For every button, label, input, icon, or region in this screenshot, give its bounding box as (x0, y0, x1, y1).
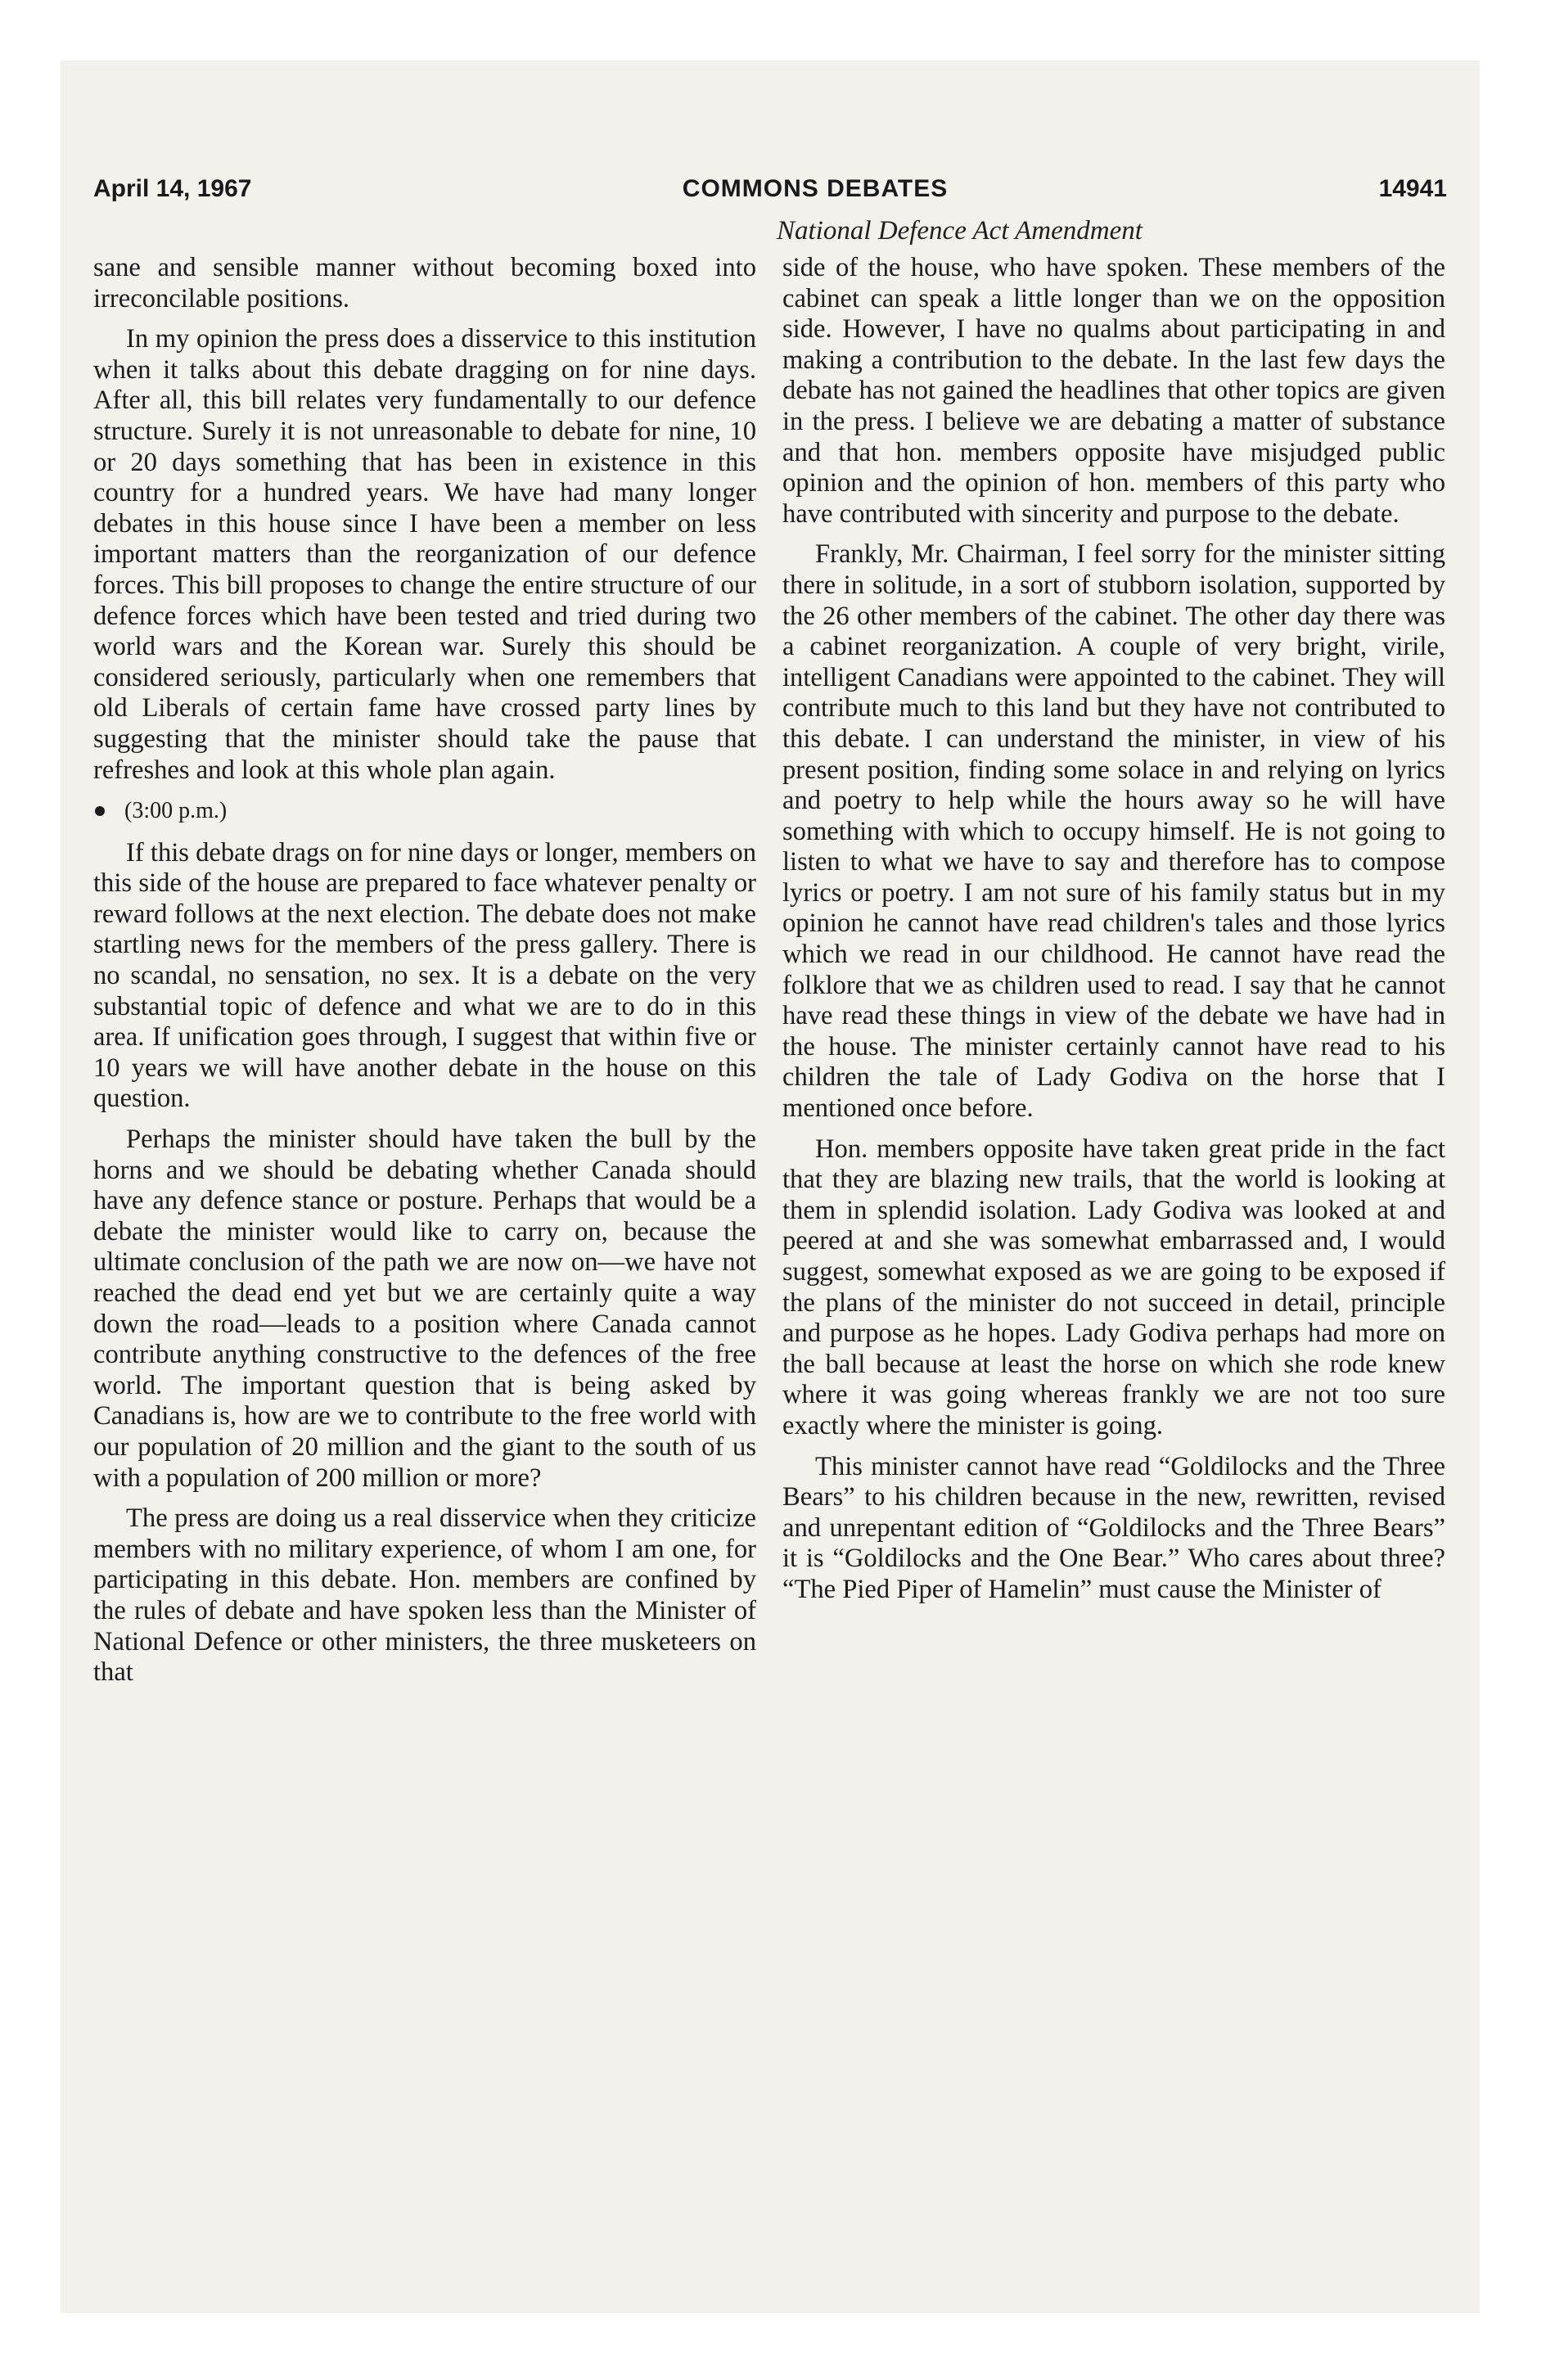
paragraph: Hon. members opposite have taken great pride in the fact that they are blazing new trails, that the world is looking at them in splendid isolation. Lady Godiva was looked at and peered at and she was somewhat embarrassed and, I would suggest, somewhat exposed as we are going to be exposed if the plans of the minister do not succeed in detail, principle and purpose as he hopes. Lady Godiva perhaps had more on the ball because at least the horse on which she rode knew where it was going whereas frankly we are not too sure exactly where the minister is going. (782, 1134, 1445, 1440)
paragraph: Perhaps the minister should have taken the bull by the horns and we should be debating whether Canada should have any defence stance or posture. Perhaps that would be a debate the minister would like to carry on, because the ultimate conclusion of the path we are now on—we have not reached the dead end yet but we are certainly quite a way down the road—leads to a position where Canada cannot contribute anything constructive to the defences of the free world. The important question that is being asked by Canadians is, how are we to contribute to the free world with our population of 20 million and the giant to the south of us with a population of 200 million or more? (93, 1125, 756, 1493)
bullet-icon (95, 806, 105, 816)
time-marker-text: (3:00 p.m.) (124, 798, 228, 824)
page-header (93, 175, 1447, 208)
time-marker (93, 796, 756, 827)
paragraph: This minister cannot have read “Goldilocks and the Three Bears” to his children because in the new, rewritten, revised and unrepentant edition of “Goldilocks and the Three Bears” it is “Goldilocks and the One Bear.” Who cares about three? “The Pied Piper of Hamelin” must cause the Minister of (782, 1451, 1445, 1604)
header-title: COMMONS DEBATES (682, 175, 949, 202)
paragraph: The press are doing us a real disservice when they criticize members with no military experience, of whom I am one, for participating in this debate. Hon. members are confined by the rules of debate and have spoken less than the Minister of National Defence or other ministers, the three musketeers on that (93, 1503, 756, 1688)
left-column (93, 253, 756, 1698)
paragraph: sane and sensible manner without becoming boxed into irreconcilable positions. (93, 253, 756, 313)
paragraph: In my opinion the press does a disservice to this institution when it talks about this debate dragging on for nine days. After all, this bill relates very fundamentally to our defence structure. Surely it is not unreasonable to debate for nine, 10 or 20 days something that has been in existence in this country for a hundred years. We have had many longer debates in this house since I have been a member on less important matters than the reorganization of our defence forces. This bill proposes to change the entire structure of our defence forces which have been tested and tried during two world wars and the Korean war. Surely this should be considered seriously, particularly when one remembers that old Liberals of certain fame have crossed party lines by suggesting that the minister should take the pause that refreshes and look at this whole plan again. (93, 324, 756, 785)
document-page (61, 61, 1480, 2313)
paragraph: If this debate drags on for nine days or longer, members on this side of the house are prepared to face whatever penalty or reward follows at the next election. The debate does not make startling news for the members of the press gallery. There is no scandal, no sensation, no sex. It is a debate on the very substantial topic of defence and what we are to do in this area. If unification goes through, I suggest that within five or 10 years we will have another debate in the house on this question. (93, 837, 756, 1114)
paragraph: side of the house, who have spoken. These members of the cabinet can speak a little longer than we on the opposition side. However, I have no qualms about participating in and making a contribution to the debate. In the last few days the debate has not gained the headlines that other topics are given in the press. I believe we are debating a matter of substance and that hon. members opposite have misjudged public opinion and the opinion of hon. members of this party who have contributed with sincerity and purpose to the debate. (782, 253, 1445, 529)
header-page-number: 14941 (1378, 175, 1447, 202)
header-date: April 14, 1967 (93, 175, 252, 202)
right-column (782, 253, 1445, 1616)
paragraph: Frankly, Mr. Chairman, I feel sorry for the minister sitting there in solitude, in a sort of stubborn isolation, supported by the 26 other members of the cabinet. The other day there was a cabinet reorganization. A couple of very bright, virile, intelligent Canadians were appointed to the cabinet. They will contribute much to this land but they have not contributed to this debate. I can understand the minister, in view of his present position, finding some solace in and relying on lyrics and poetry to help while the hours away so he will have something with which to occupy himself. He is not going to listen to what we have to say and therefore has to compose lyrics or poetry. I am not sure of his family status but in my opinion he cannot have read children's tales and those lyrics which we read in our childhood. He cannot have read the folklore that we as children used to read. I say that he cannot have read these things in view of the debate we have had in the house. The minister certainly cannot have read to his children the tale of Lady Godiva on the horse that I mentioned once before. (782, 539, 1445, 1124)
section-subtitle: National Defence Act Amendment (777, 216, 1143, 246)
